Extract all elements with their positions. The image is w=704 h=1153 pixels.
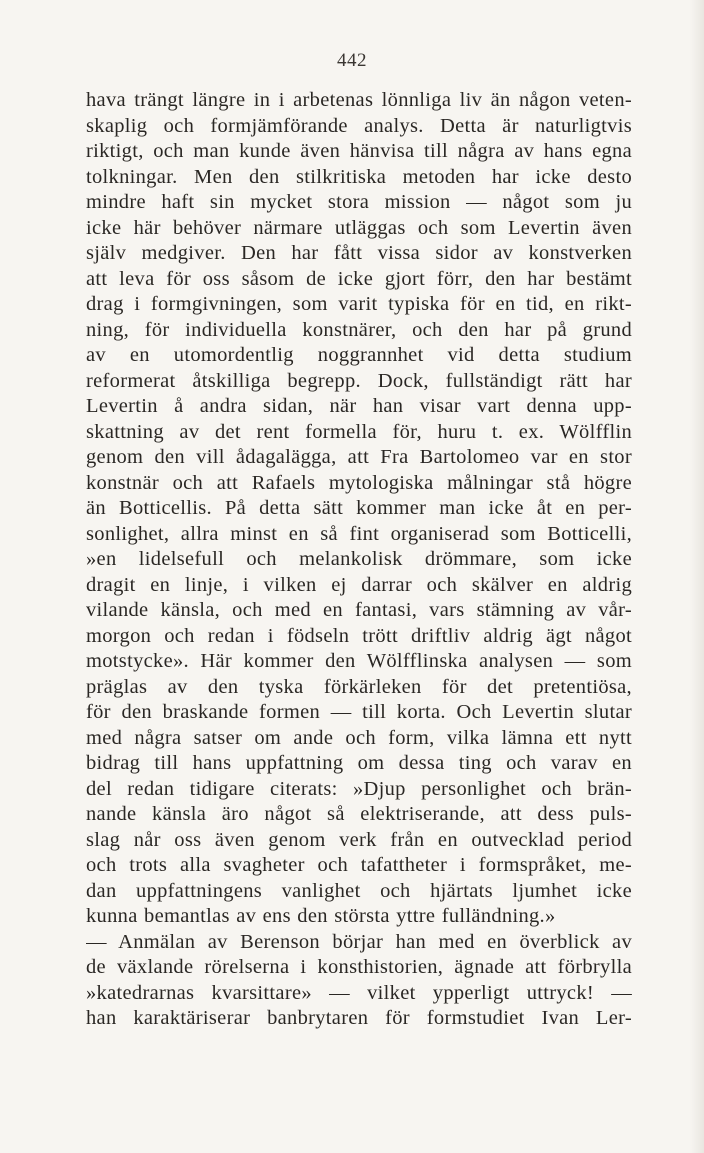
text-line: slag når oss även genom verk från en outvecklad period	[86, 828, 632, 851]
text-line: dan uppfattningens vanlighet och hjärtats ljumhet icke	[86, 879, 632, 902]
text-line: »en lidelsefull och melankolisk drömmare, som icke	[86, 548, 632, 570]
text-line: präglas av den tyska förkärleken för det pretentiösa,	[86, 675, 632, 698]
text-line: riktigt, och man kunde även hänvisa till några av hans egna	[86, 140, 632, 162]
text-line: konstnär och att Rafaels mytologiska målningar stå högre	[86, 471, 632, 494]
text-line: mindre haft sin mycket stora mission — något som ju	[86, 191, 632, 213]
text-line: han karaktäriserar banbrytaren för formstudiet Ivan Ler-	[86, 1007, 632, 1029]
text-line: hava trängt längre in i arbetenas lönnliga liv än någon veten-	[86, 89, 632, 111]
text-line: morgon och redan i födseln trött driftliv aldrig ägt något	[86, 624, 632, 647]
text-line: tolkningar. Men den stilkritiska metoden har icke desto	[86, 165, 632, 188]
text-line: skattning av det rent formella för, huru t. ex. Wölfflin	[86, 420, 632, 443]
text-line: att leva för oss såsom de icke gjort förr, den har bestämt	[86, 267, 632, 290]
body-text	[86, 88, 632, 1032]
text-line: av en utomordentlig noggrannhet vid detta studium	[86, 344, 632, 366]
text-line: dragit en linje, i vilken ej darrar och skälver en aldrig	[86, 573, 632, 596]
text-line: vilande känsla, och med en fantasi, vars stämning av vår-	[86, 599, 632, 621]
text-line: bidrag till hans uppfattning om dessa ting och varav en	[86, 752, 632, 774]
text-line: ning, för individuella konstnärer, och den har på grund	[86, 318, 632, 341]
text-line: drag i formgivningen, som varit typiska för en tid, en rikt-	[86, 293, 632, 315]
text-line: Levertin å andra sidan, när han visar vart denna upp-	[86, 395, 632, 417]
text-line: »katedrarnas kvarsittare» — vilket ypperligt uttryck! —	[86, 981, 632, 1004]
text-line: och trots alla svagheter och tafattheter i formspråket, me-	[86, 854, 632, 876]
text-line: del redan tidigare citerats: »Djup personlighet och brän-	[86, 777, 632, 800]
page-gutter-shadow	[690, 0, 704, 1153]
text-line: skaplig och formjämförande analys. Detta är naturligtvis	[86, 114, 632, 137]
text-line: själv medgiver. Den har fått vissa sidor av konstverken	[86, 242, 632, 264]
text-line: reformerat åtskilliga begrepp. Dock, fullständigt rätt har	[86, 369, 632, 392]
text-line: än Botticellis. På detta sätt kommer man icke åt en per-	[86, 497, 632, 519]
text-line: kunna bemantlas av ens den största yttre fulländning.»	[86, 905, 556, 927]
text-line: de växlande rörelserna i konsthistorien, ägnade att förbrylla	[86, 956, 632, 978]
text-line: icke här behöver närmare utläggas och som Levertin även	[86, 216, 632, 239]
text-line: med några satser om ande och form, vilka lämna ett nytt	[86, 726, 632, 749]
text-line: nande känsla äro något så elektriserande, att dess puls-	[86, 803, 632, 825]
text-line: för den braskande formen — till korta. Och Levertin slutar	[86, 701, 632, 723]
text-line: motstycke». Här kommer den Wölfflinska analysen — som	[86, 650, 632, 672]
text-line: — Anmälan av Berenson börjar han med en överblick av	[86, 930, 632, 953]
page-number: 442	[337, 50, 367, 71]
text-line: genom den vill ådagalägga, att Fra Bartolomeo var en stor	[86, 446, 632, 468]
text-line: sonlighet, allra minst en så fint organiserad som Botticelli,	[86, 522, 632, 545]
